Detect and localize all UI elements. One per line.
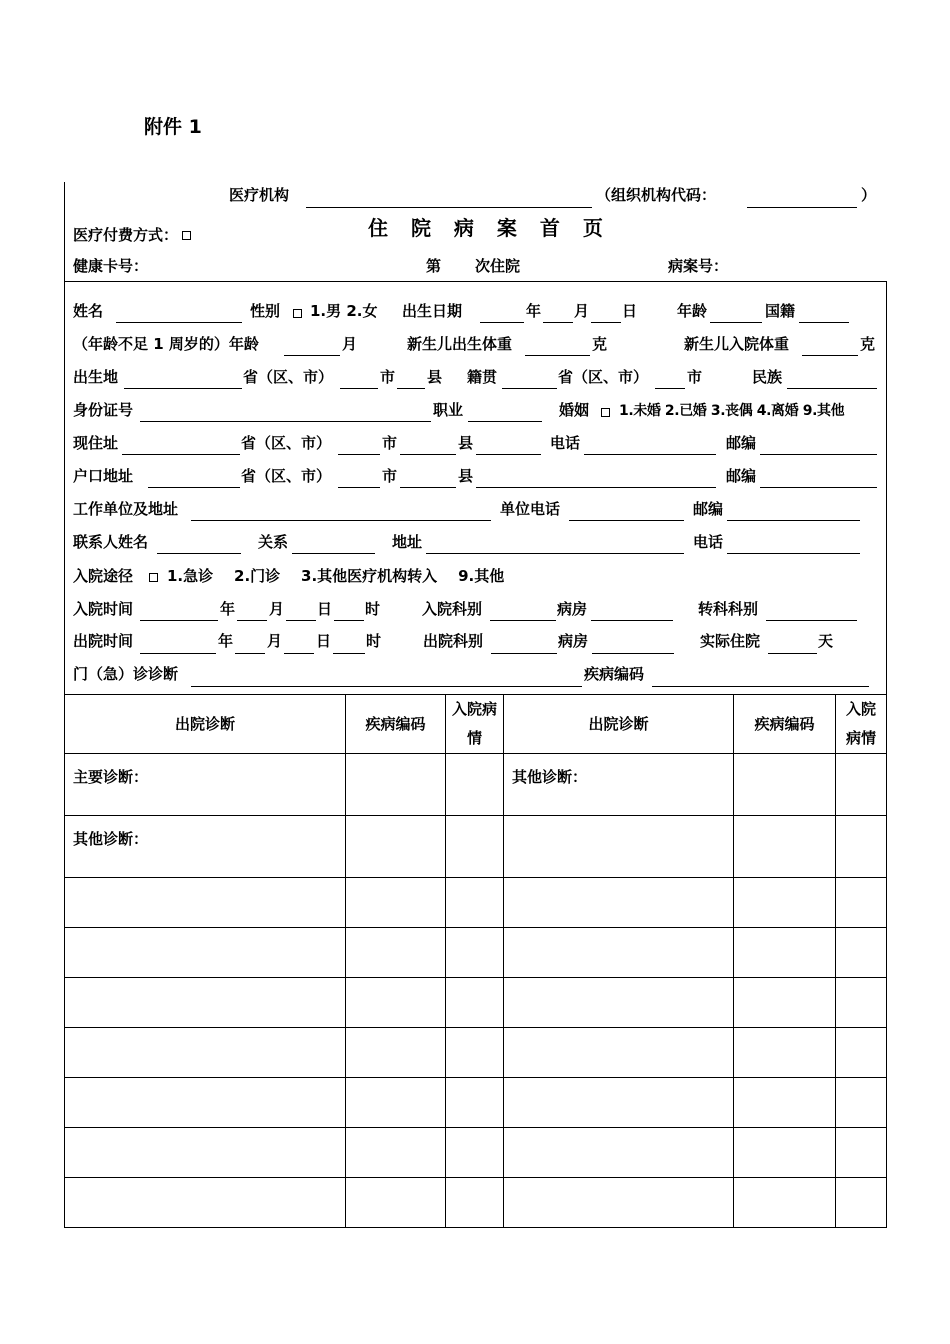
ethnicity-field[interactable] xyxy=(787,388,877,389)
hukou-zip-label: 邮编 xyxy=(726,467,757,485)
current-address-detail-field[interactable] xyxy=(476,454,541,455)
other-diagnosis-cell-right[interactable]: 其他诊断： xyxy=(504,754,734,816)
table-cell[interactable] xyxy=(836,1078,887,1128)
native-place-label: 籍贯 xyxy=(467,368,498,386)
infant-age-field[interactable] xyxy=(284,355,340,356)
birthplace-county-unit: 县 xyxy=(427,368,443,386)
admit-day-field[interactable] xyxy=(286,620,316,621)
table-cell[interactable] xyxy=(734,978,836,1028)
transfer-dept-label: 转科科别 xyxy=(698,600,759,618)
work-phone-label: 单位电话 xyxy=(500,500,561,518)
native-city-unit: 市 xyxy=(687,368,703,386)
form-top-border xyxy=(64,281,886,282)
admit-weight-field[interactable] xyxy=(802,355,858,356)
table-cell[interactable] xyxy=(836,1128,887,1178)
discharge-day-unit: 日 xyxy=(316,632,332,650)
table-row xyxy=(65,1028,887,1078)
native-province-field[interactable] xyxy=(502,388,557,389)
table-cell[interactable] xyxy=(836,754,887,816)
admit-weight-unit: 克 xyxy=(860,335,876,353)
payment-label xyxy=(73,226,195,244)
native-province-unit: 省（区、市） xyxy=(558,368,649,386)
contact-address-label: 地址 xyxy=(392,533,423,551)
table-cell[interactable] xyxy=(734,928,836,978)
header-discharge-diagnosis-2: 出院诊断 xyxy=(504,695,734,754)
table-cell[interactable] xyxy=(504,928,734,978)
other-diagnosis-cell-left[interactable]: 其他诊断： xyxy=(65,816,346,878)
infant-age-unit: 月 xyxy=(342,335,358,353)
table-cell[interactable] xyxy=(446,978,504,1028)
admit-ward-field[interactable] xyxy=(591,620,673,621)
header-discharge-diagnosis: 出院诊断 xyxy=(65,695,346,754)
table-row xyxy=(65,816,887,878)
org-field[interactable] xyxy=(306,207,592,208)
admit-hour-field[interactable] xyxy=(334,620,364,621)
current-zip-field[interactable] xyxy=(760,454,877,455)
age-label: 年龄 xyxy=(677,302,708,320)
table-row xyxy=(65,1128,887,1178)
hukou-city-field[interactable] xyxy=(338,487,380,488)
attachment-label: 附件 1 xyxy=(144,116,202,138)
table-cell[interactable] xyxy=(346,978,446,1028)
dob-year-unit: 年 xyxy=(526,302,542,320)
table-row xyxy=(65,878,887,928)
current-address-county-field[interactable] xyxy=(400,454,456,455)
main-diagnosis-cell[interactable]: 主要诊断： xyxy=(65,754,346,816)
header-admission-condition: 入院病情 xyxy=(446,695,504,754)
dob-month-field[interactable] xyxy=(543,322,573,323)
marital-label: 婚姻 xyxy=(559,401,590,419)
discharge-time-label: 出院时间 xyxy=(73,632,134,650)
relation-field[interactable] xyxy=(292,553,375,554)
table-cell[interactable] xyxy=(346,1078,446,1128)
table-cell[interactable] xyxy=(504,878,734,928)
table-cell[interactable] xyxy=(65,1078,346,1128)
header-disease-code: 疾病编码 xyxy=(346,695,446,754)
nationality-label: 国籍 xyxy=(765,302,796,320)
workplace-label: 工作单位及地址 xyxy=(73,500,179,518)
work-zip-label: 邮编 xyxy=(693,500,724,518)
payment-label-text: 医疗付费方式： xyxy=(73,226,179,244)
discharge-hour-field[interactable] xyxy=(333,653,365,654)
current-address-county-unit: 县 xyxy=(458,434,474,452)
table-cell[interactable] xyxy=(504,816,734,878)
table-row xyxy=(65,1078,887,1128)
current-address-province-unit: 省（区、市） xyxy=(241,434,332,452)
discharge-ward-field[interactable] xyxy=(592,653,674,654)
table-cell[interactable] xyxy=(504,1078,734,1128)
dob-month-unit: 月 xyxy=(574,302,590,320)
native-city-field[interactable] xyxy=(655,388,685,389)
table-cell[interactable] xyxy=(836,878,887,928)
diagnosis-table-header xyxy=(65,695,887,754)
admit-ward-label: 病房 xyxy=(557,600,588,618)
contact-phone-field[interactable] xyxy=(727,553,860,554)
header-disease-code-2: 疾病编码 xyxy=(734,695,836,754)
admit-dept-field[interactable] xyxy=(490,620,556,621)
table-cell[interactable] xyxy=(446,1128,504,1178)
admission-route-options: 1.急诊 2.门诊 3.其他医疗机构转入 9.其他 xyxy=(167,567,505,585)
outpatient-code-field[interactable] xyxy=(652,686,869,687)
org-code-label: （组织机构代码： xyxy=(596,186,717,204)
phone-field[interactable] xyxy=(584,454,716,455)
occupation-field[interactable] xyxy=(468,421,542,422)
birthplace-province-unit: 省（区、市） xyxy=(243,368,334,386)
table-cell[interactable] xyxy=(504,1028,734,1078)
admit-dept-label: 入院科别 xyxy=(422,600,483,618)
actual-stay-label: 实际住院 xyxy=(700,632,761,650)
sex-checkbox[interactable] xyxy=(293,309,302,318)
work-phone-field[interactable] xyxy=(569,520,684,521)
birthplace-label: 出生地 xyxy=(73,368,119,386)
table-cell[interactable] xyxy=(346,928,446,978)
nationality-field[interactable] xyxy=(799,322,849,323)
dob-year-field[interactable] xyxy=(480,322,524,323)
hukou-detail-field[interactable] xyxy=(476,487,716,488)
name-field[interactable] xyxy=(116,322,242,323)
discharge-month-field[interactable] xyxy=(235,653,265,654)
birth-weight-unit: 克 xyxy=(592,335,608,353)
table-cell[interactable] xyxy=(346,816,446,878)
birthplace-city-unit: 市 xyxy=(380,368,396,386)
table-cell[interactable] xyxy=(734,1028,836,1078)
sex-label: 性别 xyxy=(250,302,281,320)
contact-name-field[interactable] xyxy=(157,553,241,554)
table-cell[interactable] xyxy=(836,978,887,1028)
discharge-dept-field[interactable] xyxy=(491,653,557,654)
table-cell[interactable] xyxy=(346,1028,446,1078)
table-cell[interactable] xyxy=(504,1178,734,1228)
admit-day-unit: 日 xyxy=(317,600,333,618)
current-address-province-field[interactable] xyxy=(122,454,240,455)
infant-age-label: （年龄不足 1 周岁的）年龄 xyxy=(73,335,259,353)
table-cell[interactable] xyxy=(734,1078,836,1128)
table-row xyxy=(65,754,887,816)
table-cell[interactable] xyxy=(836,1028,887,1078)
admit-month-field[interactable] xyxy=(237,620,267,621)
header-admission-condition-2: 入院病情 xyxy=(836,695,887,754)
name-label: 姓名 xyxy=(73,302,104,320)
table-cell[interactable] xyxy=(346,1128,446,1178)
table-row xyxy=(65,1178,887,1228)
diagnosis-table xyxy=(64,694,887,1228)
table-cell[interactable] xyxy=(346,1178,446,1228)
table-cell[interactable] xyxy=(734,816,836,878)
discharge-year-unit: 年 xyxy=(218,632,234,650)
birth-weight-label: 新生儿出生体重 xyxy=(407,335,513,353)
table-cell[interactable] xyxy=(836,928,887,978)
admission-route-label: 入院途径 xyxy=(73,567,134,585)
table-row xyxy=(65,978,887,1028)
table-cell[interactable] xyxy=(65,1178,346,1228)
table-cell[interactable] xyxy=(446,928,504,978)
admission-times-prefix: 第 xyxy=(426,257,442,275)
contact-phone-label: 电话 xyxy=(693,533,724,551)
outpatient-diagnosis-field[interactable] xyxy=(191,686,582,687)
hukou-city-unit: 市 xyxy=(382,467,398,485)
birth-weight-field[interactable] xyxy=(525,355,590,356)
id-number-field[interactable] xyxy=(140,421,431,422)
table-cell[interactable] xyxy=(504,978,734,1028)
transfer-dept-field[interactable] xyxy=(766,620,857,621)
hukou-address-label: 户口地址 xyxy=(73,467,134,485)
table-cell[interactable] xyxy=(65,928,346,978)
current-address-city-unit: 市 xyxy=(382,434,398,452)
admit-year-unit: 年 xyxy=(220,600,236,618)
health-card-label: 健康卡号： xyxy=(73,257,149,275)
discharge-hour-unit: 时 xyxy=(366,632,382,650)
record-no-label: 病案号： xyxy=(668,257,729,275)
actual-stay-unit: 天 xyxy=(818,632,834,650)
org-code-field[interactable] xyxy=(747,207,857,208)
birthplace-city-field[interactable] xyxy=(340,388,378,389)
table-cell[interactable] xyxy=(836,1178,887,1228)
admit-month-unit: 月 xyxy=(269,600,285,618)
birthplace-county-field[interactable] xyxy=(397,388,425,389)
discharge-year-field[interactable] xyxy=(140,653,216,654)
marital-options: 1.未婚 2.已婚 3.丧偶 4.离婚 9.其他 xyxy=(619,403,845,419)
marital-checkbox[interactable] xyxy=(601,408,610,417)
table-cell[interactable] xyxy=(446,878,504,928)
hukou-zip-field[interactable] xyxy=(760,487,877,488)
table-cell[interactable] xyxy=(446,1178,504,1228)
ethnicity-label: 民族 xyxy=(752,368,783,386)
table-cell[interactable] xyxy=(836,816,887,878)
table-cell[interactable] xyxy=(446,1028,504,1078)
id-number-label: 身份证号 xyxy=(73,401,134,419)
hukou-county-field[interactable] xyxy=(400,487,456,488)
table-cell[interactable] xyxy=(446,816,504,878)
page-title: 住 院 病 案 首 页 xyxy=(368,216,611,240)
dob-label: 出生日期 xyxy=(402,302,463,320)
occupation-label: 职业 xyxy=(433,401,464,419)
org-code-close: ） xyxy=(861,186,877,204)
birthplace-province-field[interactable] xyxy=(124,388,242,389)
admit-hour-unit: 时 xyxy=(365,600,381,618)
workplace-field[interactable] xyxy=(191,520,491,521)
table-cell[interactable] xyxy=(65,978,346,1028)
age-field[interactable] xyxy=(710,322,762,323)
admission-times-suffix: 次住院 xyxy=(475,257,521,275)
sex-options: 1.男 2.女 xyxy=(310,302,378,320)
table-cell[interactable] xyxy=(504,1128,734,1178)
table-cell[interactable] xyxy=(346,754,446,816)
current-zip-label: 邮编 xyxy=(726,434,757,452)
current-address-label: 现住址 xyxy=(73,434,119,452)
admission-route-checkbox[interactable] xyxy=(149,573,158,582)
admit-weight-label: 新生儿入院体重 xyxy=(684,335,790,353)
table-cell[interactable] xyxy=(65,1128,346,1178)
work-zip-field[interactable] xyxy=(727,520,860,521)
hukou-province-unit: 省（区、市） xyxy=(241,467,332,485)
actual-stay-field[interactable] xyxy=(768,653,817,654)
phone-label: 电话 xyxy=(550,434,581,452)
table-cell[interactable] xyxy=(65,1028,346,1078)
table-cell[interactable] xyxy=(446,754,504,816)
current-address-city-field[interactable] xyxy=(338,454,380,455)
hukou-county-unit: 县 xyxy=(458,467,474,485)
contact-address-field[interactable] xyxy=(426,553,684,554)
admit-time-label: 入院时间 xyxy=(73,600,134,618)
hukou-province-field[interactable] xyxy=(148,487,240,488)
discharge-ward-label: 病房 xyxy=(558,632,589,650)
relation-label: 关系 xyxy=(258,533,289,551)
table-cell[interactable] xyxy=(734,1128,836,1178)
dob-day-field[interactable] xyxy=(591,322,621,323)
discharge-day-field[interactable] xyxy=(284,653,314,654)
table-cell[interactable] xyxy=(346,878,446,928)
org-label: 医疗机构 xyxy=(229,186,290,204)
table-cell[interactable] xyxy=(734,878,836,928)
table-cell[interactable] xyxy=(734,1178,836,1228)
dob-day-unit: 日 xyxy=(622,302,638,320)
outpatient-code-label: 疾病编码 xyxy=(584,665,645,683)
outpatient-diagnosis-label: 门（急）诊诊断 xyxy=(73,665,179,683)
table-cell[interactable] xyxy=(65,878,346,928)
payment-checkbox[interactable] xyxy=(182,231,191,240)
discharge-dept-label: 出院科别 xyxy=(423,632,484,650)
discharge-month-unit: 月 xyxy=(267,632,283,650)
table-cell[interactable] xyxy=(446,1078,504,1128)
table-row xyxy=(65,928,887,978)
contact-name-label: 联系人姓名 xyxy=(73,533,149,551)
table-cell[interactable] xyxy=(734,754,836,816)
admit-year-field[interactable] xyxy=(140,620,218,621)
